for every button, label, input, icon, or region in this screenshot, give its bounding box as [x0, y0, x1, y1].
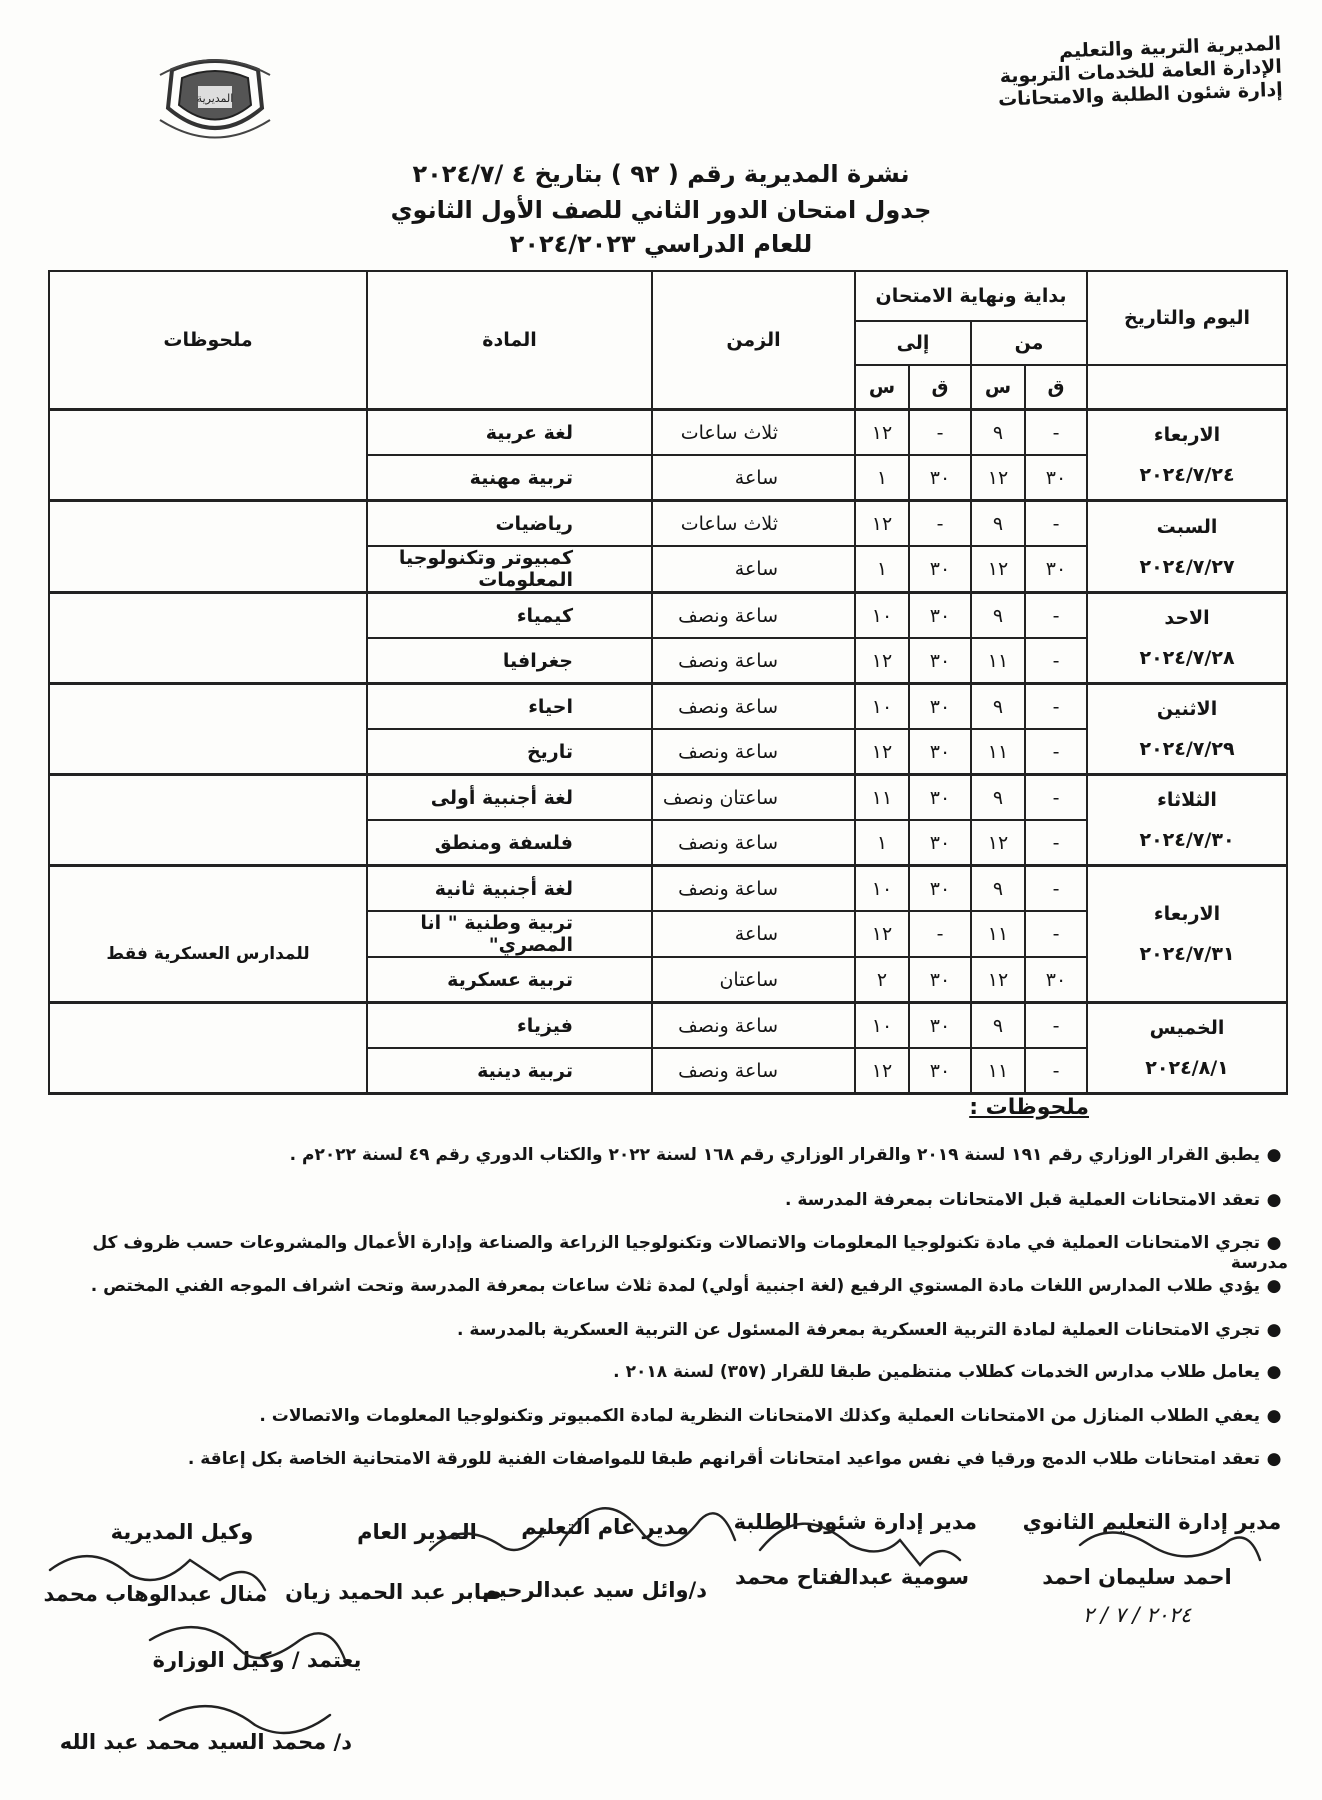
from-minutes-cell: ٣٠ [1025, 455, 1087, 501]
header-duration: الزمن [652, 271, 855, 410]
header-line-3: إدارة شئون الطلبة والامتحانات [997, 78, 1284, 111]
header-notes: ملحوظات [49, 271, 367, 410]
to-minutes-cell: ٣٠ [909, 1003, 971, 1049]
duration-cell: ساعة ونصف [652, 1003, 855, 1049]
day-name: الاربعاء [1153, 424, 1221, 446]
directorate-seal-logo [150, 50, 280, 145]
from-minutes-cell: - [1025, 638, 1087, 684]
exam-date: ٢٠٢٤/٧/٢٨ [1139, 647, 1235, 669]
notes-cell [49, 866, 367, 1003]
header-from-s: س [971, 365, 1025, 410]
schedule-row [49, 684, 1287, 730]
header-subject: المادة [367, 271, 652, 410]
to-hour-cell: ١٢ [855, 1048, 909, 1094]
bulletin-title: نشرة المديرية رقم ( ٩٢ ) بتاريخ ٤ /٢٠٢٤/٧ [412, 160, 910, 188]
svg-text:المديرية: المديرية [196, 92, 234, 105]
subject-cell: لغة عربية [367, 410, 652, 456]
from-minutes-cell: - [1025, 501, 1087, 547]
from-hour-cell: ٩ [971, 775, 1025, 821]
from-minutes-cell: - [1025, 593, 1087, 639]
subject-cell: تربية دينية [367, 1048, 652, 1094]
note-item [38, 1145, 1288, 1165]
day-date-cell [1087, 684, 1287, 775]
schedule-row [49, 866, 1287, 912]
from-minutes-cell: - [1025, 911, 1087, 957]
to-minutes-cell: ٣٠ [909, 546, 971, 593]
schedule-row [49, 593, 1287, 639]
to-minutes-cell: ٣٠ [909, 1048, 971, 1094]
to-hour-cell: ١ [855, 546, 909, 593]
exam-date: ٢٠٢٤/٨/١ [1145, 1057, 1229, 1079]
note-text: تعقد امتحانات طلاب الدمج ورقيا في نفس مواعيد امتحانات أقرانهم طبقا للمواصفات الفنية للورقة الامتحانية الخاصة بكل إعاقة . [187, 1449, 1260, 1469]
signature-secondary-ed-date: ٢٠٢٤ / ٧ / ٢ [1082, 1603, 1192, 1627]
to-minutes-cell: ٣٠ [909, 455, 971, 501]
to-minutes-cell: ٣٠ [909, 957, 971, 1003]
subject-cell: فلسفة ومنطق [367, 820, 652, 866]
exam-date: ٢٠٢٤/٧/٢٩ [1139, 738, 1235, 760]
day-name: السبت [1156, 515, 1218, 538]
subject-cell: لغة أجنبية أولى [367, 775, 652, 821]
to-minutes-cell: ٣٠ [909, 638, 971, 684]
day-date-cell [1087, 501, 1287, 593]
academic-year-title: للعام الدراسي ٢٠٢٤/٢٠٢٣ [509, 230, 813, 258]
from-hour-cell: ٩ [971, 684, 1025, 730]
header-day-date: اليوم والتاريخ [1087, 271, 1287, 365]
signature-secondary-ed-title: مدير إدارة التعليم الثانوي [1022, 1510, 1282, 1534]
schedule-row [49, 501, 1287, 547]
signature-general-manager-name: صابر عبد الحميد زيان [285, 1580, 502, 1604]
day-date-cell [1087, 775, 1287, 866]
note-item [38, 1320, 1288, 1340]
from-hour-cell: ١٢ [971, 455, 1025, 501]
bullet-icon: ● [1266, 1190, 1282, 1210]
to-minutes-cell: - [909, 911, 971, 957]
from-minutes-cell: - [1025, 1048, 1087, 1094]
bullet-icon: ● [1266, 1233, 1282, 1253]
note-text: يعفي الطلاب المنازل من الامتحانات العملية وكذلك الامتحانات النظرية لمادة الكمبيوتر وتكنولوجيا المعلومات والاتصالات . [259, 1406, 1260, 1426]
header-from-q: ق [1025, 365, 1087, 410]
schedule-row [49, 1003, 1287, 1049]
notes-title: ملحوظات : [969, 1095, 1089, 1120]
note-text: يطبق القرار الوزاري رقم ١٩١ لسنة ٢٠١٩ والقرار الوزاري رقم ١٦٨ لسنة ٢٠٢٢ والكتاب الدوري رقم ٤٩ لسنة ٢٠٢٢م . [289, 1145, 1260, 1165]
to-hour-cell: ١٠ [855, 593, 909, 639]
note-item [38, 1276, 1288, 1296]
to-minutes-cell: ٣٠ [909, 593, 971, 639]
to-hour-cell: ١٢ [855, 729, 909, 775]
note-item [38, 1406, 1288, 1426]
header-from: من [971, 321, 1087, 365]
duration-cell: ساعة ونصف [652, 1048, 855, 1094]
bullet-icon: ● [1266, 1449, 1282, 1469]
from-minutes-cell: - [1025, 410, 1087, 456]
from-hour-cell: ١١ [971, 911, 1025, 957]
duration-cell: ساعة [652, 911, 855, 957]
bullet-icon: ● [1266, 1145, 1282, 1165]
schedule-day-group [49, 410, 1287, 501]
to-minutes-cell: - [909, 410, 971, 456]
bullet-icon: ● [1266, 1406, 1282, 1426]
day-name: الاحد [1164, 607, 1210, 629]
schedule-day-group [49, 1003, 1287, 1094]
subject-cell: رياضيات [367, 501, 652, 547]
from-hour-cell: ١١ [971, 729, 1025, 775]
signature-deputy-directorate-title: وكيل المديرية [110, 1520, 254, 1544]
signature-education-gm-name: د/وائل سيد عبدالرحيم [482, 1578, 707, 1602]
duration-cell: ساعة ونصف [652, 866, 855, 912]
to-hour-cell: ١٠ [855, 866, 909, 912]
subject-cell: تربية عسكرية [367, 957, 652, 1003]
notes-cell [49, 684, 367, 775]
note-text: يعامل طلاب مدارس الخدمات كطلاب منتظمين طبقا للقرار (٣٥٧) لسنة ٢٠١٨ . [613, 1362, 1260, 1382]
from-minutes-cell: ٣٠ [1025, 957, 1087, 1003]
header-start-end: بداية ونهاية الامتحان [855, 271, 1087, 321]
directorate-header [861, 33, 1283, 117]
to-minutes-cell: ٣٠ [909, 775, 971, 821]
header-day-blank [1087, 365, 1287, 410]
from-minutes-cell: - [1025, 1003, 1087, 1049]
duration-cell: ساعة [652, 455, 855, 501]
schedule-day-group [49, 866, 1287, 1003]
to-hour-cell: ١٠ [855, 1003, 909, 1049]
exam-schedule-table [48, 270, 1288, 1095]
note-text: يؤدي طلاب المدارس اللغات مادة المستوي الرفيع (لغة اجنبية أولي) لمدة ثلاث ساعات بمعرفة المدرسة وتحت اشراف الموجه الفني المختص . [90, 1276, 1260, 1296]
signature-student-affairs-name: سومية عبدالفتاح محمد [735, 1565, 969, 1589]
day-name: الخميس [1149, 1017, 1225, 1039]
duration-cell: ساعة ونصف [652, 820, 855, 866]
note-item [38, 1190, 1288, 1210]
notes-cell [49, 410, 367, 501]
exam-date: ٢٠٢٤/٧/٣٠ [1139, 829, 1235, 851]
note-text: تجري الامتحانات العملية في مادة تكنولوجيا المعلومات والاتصالات وتكنولوجيا الزراعة والصناعة وإدارة الأعمال والمشروعات حسب ظروف كل مدرسة [92, 1233, 1288, 1273]
schedule-day-group [49, 775, 1287, 866]
day-name: الثلاثاء [1157, 789, 1217, 811]
approval-title: يعتمد / وكيل الوزارة [152, 1648, 362, 1672]
day-date-cell [1087, 410, 1287, 501]
to-hour-cell: ١٢ [855, 911, 909, 957]
to-hour-cell: ٢ [855, 957, 909, 1003]
duration-cell: ساعة ونصف [652, 729, 855, 775]
from-hour-cell: ١١ [971, 638, 1025, 684]
subject-cell: جغرافيا [367, 638, 652, 684]
schedule-title: جدول امتحان الدور الثاني للصف الأول الثانوي [390, 196, 932, 224]
duration-cell: ساعة ونصف [652, 638, 855, 684]
duration-cell: ساعتان ونصف [652, 775, 855, 821]
row-note: للمدارس العسكرية فقط [106, 944, 310, 964]
subject-cell: تربية مهنية [367, 455, 652, 501]
from-minutes-cell: - [1025, 820, 1087, 866]
from-minutes-cell: - [1025, 775, 1087, 821]
from-hour-cell: ٩ [971, 501, 1025, 547]
subject-cell: تربية وطنية " انا المصري" [367, 911, 652, 957]
duration-cell: ثلاث ساعات [652, 501, 855, 547]
to-minutes-cell: ٣٠ [909, 729, 971, 775]
note-text: تعقد الامتحانات العملية قبل الامتحانات بمعرفة المدرسة . [784, 1190, 1260, 1210]
day-date-cell [1087, 1003, 1287, 1094]
notes-cell [49, 1003, 367, 1094]
subject-cell: كمبيوتر وتكنولوجيا المعلومات [367, 546, 652, 593]
exam-date: ٢٠٢٤/٧/٢٤ [1139, 464, 1235, 486]
notes-cell [49, 501, 367, 593]
day-date-cell [1087, 593, 1287, 684]
to-hour-cell: ١٠ [855, 684, 909, 730]
note-item [38, 1362, 1288, 1382]
signature-scribble-secondary-ed [1080, 1533, 1260, 1561]
signature-scribble-approval-2 [160, 1706, 330, 1733]
signature-deputy-directorate-name: منال عبدالوهاب محمد [43, 1582, 267, 1606]
schedule-row [49, 410, 1287, 456]
from-minutes-cell: - [1025, 684, 1087, 730]
signature-general-manager-title: المدير العام [357, 1520, 477, 1544]
to-minutes-cell: ٣٠ [909, 866, 971, 912]
notes-cell [49, 775, 367, 866]
day-name: الاربعاء [1153, 903, 1221, 925]
from-hour-cell: ٩ [971, 1003, 1025, 1049]
from-hour-cell: ١١ [971, 1048, 1025, 1094]
subject-cell: لغة أجنبية ثانية [367, 866, 652, 912]
subject-cell: كيمياء [367, 593, 652, 639]
schedule-row [49, 775, 1287, 821]
subject-cell: تاريخ [367, 729, 652, 775]
from-hour-cell: ٩ [971, 410, 1025, 456]
to-hour-cell: ١٢ [855, 410, 909, 456]
header-to-s: س [855, 365, 909, 410]
to-hour-cell: ١ [855, 820, 909, 866]
subject-cell: فيزياء [367, 1003, 652, 1049]
approval-name: د/ محمد السيد محمد عبد الله [59, 1730, 352, 1754]
to-minutes-cell: - [909, 501, 971, 547]
note-item [38, 1449, 1288, 1469]
signature-education-gm-title: مدير عام التعليم [521, 1515, 689, 1539]
duration-cell: ساعة [652, 546, 855, 593]
duration-cell: ساعة ونصف [652, 684, 855, 730]
to-hour-cell: ١٢ [855, 501, 909, 547]
to-minutes-cell: ٣٠ [909, 684, 971, 730]
to-hour-cell: ١ [855, 455, 909, 501]
duration-cell: ساعة ونصف [652, 593, 855, 639]
schedule-day-group [49, 593, 1287, 684]
from-hour-cell: ١٢ [971, 546, 1025, 593]
exam-date: ٢٠٢٤/٧/٢٧ [1139, 555, 1235, 578]
bullet-icon: ● [1266, 1362, 1282, 1382]
to-hour-cell: ١٢ [855, 638, 909, 684]
duration-cell: ساعتان [652, 957, 855, 1003]
duration-cell: ثلاث ساعات [652, 410, 855, 456]
bullet-icon: ● [1266, 1276, 1282, 1296]
note-item [38, 1233, 1288, 1273]
from-hour-cell: ١٢ [971, 957, 1025, 1003]
from-minutes-cell: - [1025, 866, 1087, 912]
signature-secondary-ed-name: احمد سليمان احمد [1042, 1565, 1232, 1589]
from-minutes-cell: ٣٠ [1025, 546, 1087, 593]
header-line-1: المديرية التربية والتعليم [1058, 32, 1282, 63]
day-date-cell [1087, 866, 1287, 1003]
header-to: إلى [855, 321, 971, 365]
from-hour-cell: ٩ [971, 593, 1025, 639]
bullet-icon: ● [1266, 1320, 1282, 1340]
subject-cell: احياء [367, 684, 652, 730]
from-hour-cell: ٩ [971, 866, 1025, 912]
exam-date: ٢٠٢٤/٧/٣١ [1139, 943, 1235, 965]
day-name: الاثنين [1156, 698, 1218, 720]
schedule-day-group [49, 684, 1287, 775]
to-hour-cell: ١١ [855, 775, 909, 821]
from-minutes-cell: - [1025, 729, 1087, 775]
note-text: تجري الامتحانات العملية لمادة التربية العسكرية بمعرفة المسئول عن التربية العسكرية بالمدرسة . [457, 1320, 1260, 1340]
notes-cell [49, 593, 367, 684]
header-to-q: ق [909, 365, 971, 410]
schedule-day-group [49, 501, 1287, 593]
header-line-2: الإدارة العامة للخدمات التربوية [999, 55, 1283, 88]
signature-student-affairs-title: مدير إدارة شئون الطلبة [733, 1510, 977, 1534]
from-hour-cell: ١٢ [971, 820, 1025, 866]
to-minutes-cell: ٣٠ [909, 820, 971, 866]
